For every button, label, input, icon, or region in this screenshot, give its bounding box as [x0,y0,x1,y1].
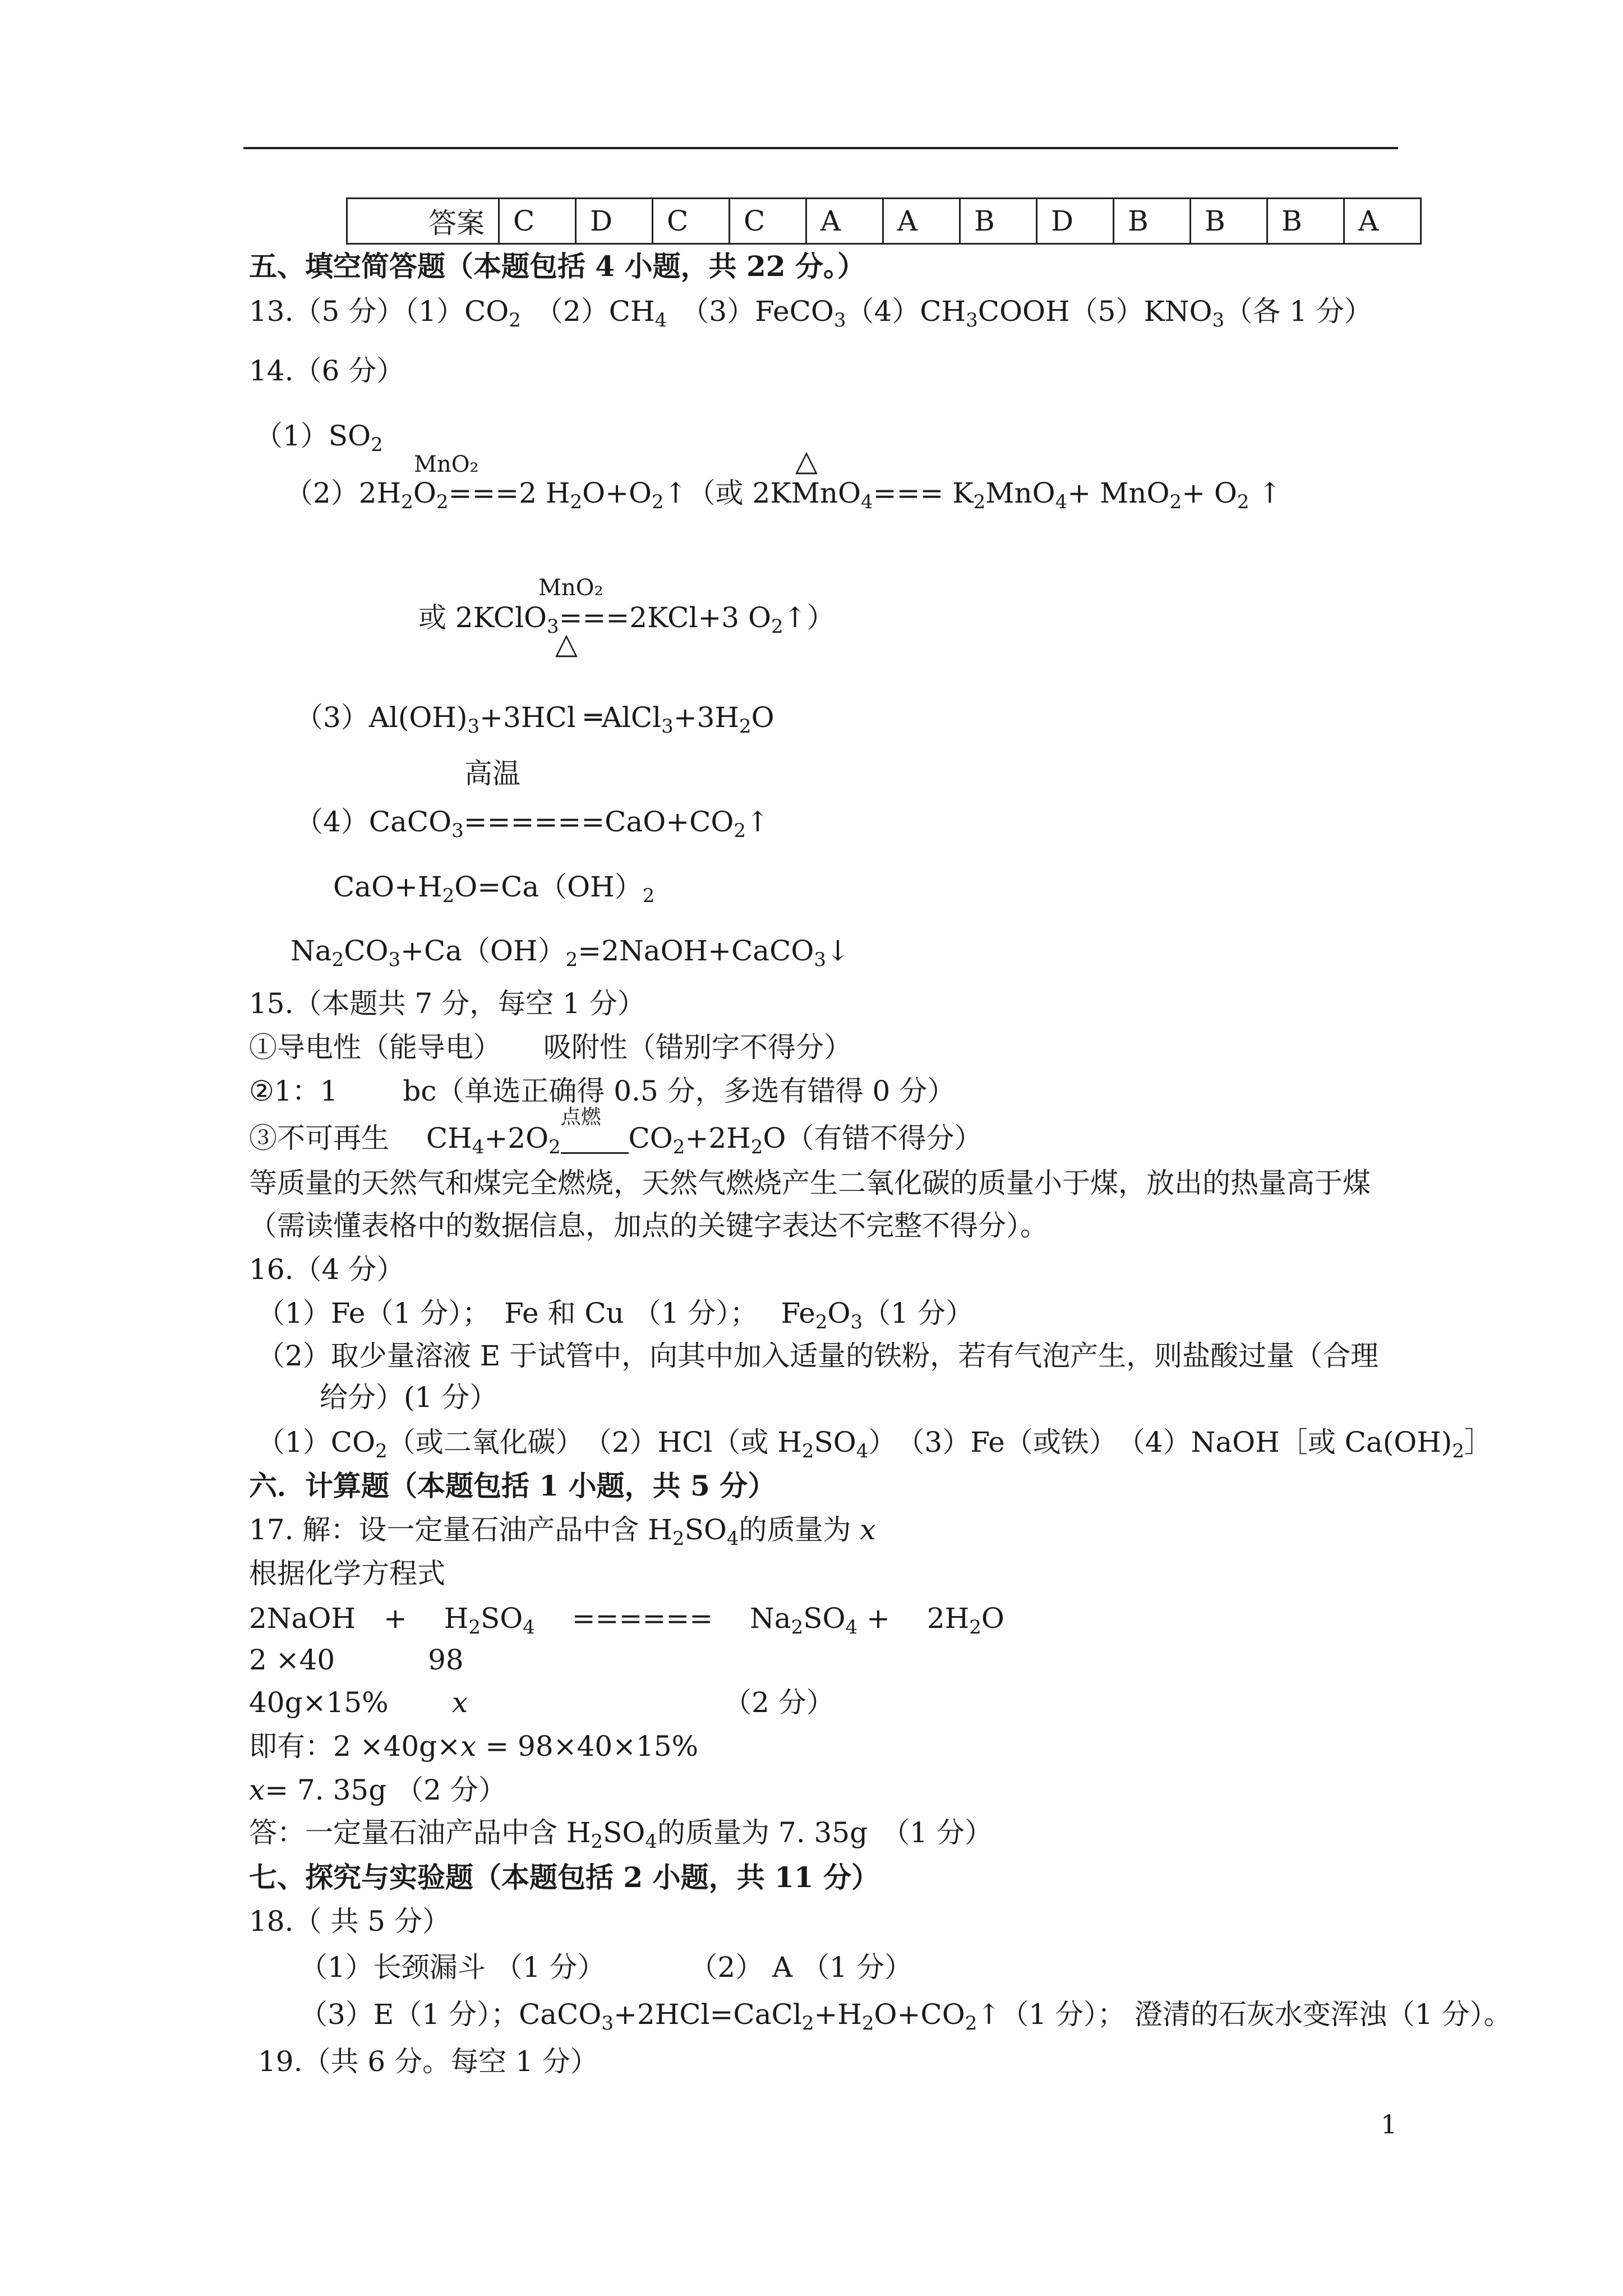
q14-line-7: $Na_2CO_3+Ca(OH)_2=2NaOH+CaCO_3↓$ [291,935,850,971]
q13-line: 13.（5 分）$(1)CO_2$ $(2)CH_4$ $(3)FeCO_3(4)CH_3COOH(5)KNO_3$（各 1 分） [249,295,1372,332]
q18-line-2: （3）E（1 分）；$CaCO_3+2HCl=CaCl_2+H_2O+CO_2↑(1$ 分）； 澄清的石灰水变浑浊（1 分）。 [299,1998,1512,2035]
heat-symbol: △ [795,444,818,478]
q16-line-4: $(1)CO_2$（或二氧化碳） （2）HCl（或 $H_2SO_4$） （3）Fe（或铁） （4）NaOH［或 $Ca(OH)_2]$ [257,1426,1492,1462]
answer-cell: C [730,199,806,244]
section7-title: 七、探究与实验题（本题包括 2 小题，共 11 分） [249,1861,879,1894]
answer-cell: D [576,199,653,244]
q17-line-2: 根据化学方程式 [249,1557,445,1590]
section6-title: 六．计算题（本题包括 1 小题，共 5 分） [249,1469,776,1502]
answer-cell: B [1191,199,1267,244]
catalyst-label: MnO₂ [538,575,603,601]
q16-title: 16.（4 分） [249,1253,405,1286]
q18-title: 18.（ 共 5 分） [249,1905,451,1938]
answer-cell: B [1114,199,1191,244]
answer-cell: B [960,199,1037,244]
q17-line-5: 40g×15% [249,1686,389,1719]
q15-title: 15.（本题共 7 分，每空 1 分） [249,987,645,1020]
heat-symbol: △ [555,627,578,661]
answer-cell: B [1267,199,1344,244]
section5-title: 五、填空简答题（本题包括 4 小题，共 22 分。） [249,250,865,283]
page-number: 1 [1381,2109,1398,2139]
answer-cell: A [806,199,883,244]
q18-line-1: （1）长颈漏斗 （1 分） （2） A （1 分） [299,1951,912,1984]
q14-line-4: $(3)Al(OH)_3+3HCl$ $═AlCl_3+3H_2O$ [295,701,774,738]
answer-cell: A [883,199,960,244]
q16-line-1: （1）Fe（1 分）； Fe 和 Cu （1 分）； $Fe_2O_3(1$ 分） [257,1297,974,1333]
q15-line-4: 等质量的天然气和煤完全燃烧，天然气燃烧产生二氧化碳的质量小于煤，放出的热量高于煤 [249,1167,1371,1199]
q16-line-3: 给分）(1 分） [320,1381,498,1414]
q14-line-5: $(4)CaCO_3======CaO+CO_2↑$ [295,806,769,842]
q14-line-3: 或 2KClO$_3$===2KCl+3 $O_2↑$） [418,601,835,638]
q17-equation: 2NaOH + $H_2SO_4$ ====== $Na_2SO_4$ + $2H_2O$ [249,1602,1004,1639]
q17-line-1: 17. 解：设一定量石油产品中含 $H_2SO_4$的质量为 x [249,1513,876,1550]
answer-cell: D [1037,199,1114,244]
answer-row [347,199,1421,244]
q15-line-3: ③不可再生 $CH_4+2O_2$ 点燃 $CO_2+2H_2O$（有错不得分） [249,1106,983,1158]
q17-line-7: x= 7. 35g （2 分） [249,1774,506,1806]
q14-title: 14.（6 分） [249,355,405,387]
answer-cell: A [1344,199,1421,244]
answer-head: 答案 [347,199,499,244]
high-temp-label: 高温 [464,757,520,790]
q16-line-2: （2）取少量溶液 E 于试管中，向其中加入适量的铁粉，若有气泡产生，则盐酸过量（合理 [257,1340,1379,1372]
q19-title: 19.（共 6 分。每空 1 分） [258,2045,598,2078]
catalyst-label: MnO₂ [414,452,479,477]
answer-table [346,197,1422,245]
answer-cell: C [499,199,576,244]
q15-line-1: ①导电性（能导电） 吸附性（错别字不得分） [249,1031,852,1064]
answer-cell: C [653,199,730,244]
q17-var: x [452,1686,468,1719]
q17-line-4: 2 ×40 98 [249,1644,464,1676]
q14-line-2: $(2)2H_2O_2===2$ $H_2O+O_2↑$（或 2KMnO$_4$=== $K_2MnO_4+ MnO_2+ O_2$ ↑ [285,477,1282,513]
q15-line-5: （需读懂表格中的数据信息，加点的关键字表达不完整不得分）。 [249,1209,1048,1242]
q17-answer: 答：一定量石油产品中含 $H_2SO_4$的质量为 7. 35g （1 分） [249,1816,993,1853]
header-rule [243,147,1398,149]
q14-line-1: $(1)SO_2$ [255,420,383,456]
q17-line-6: 即有：2 ×40g×x = 98×40×15% [249,1730,699,1763]
q14-line-6: $CaO+H_2O=Ca(OH)_2$ [333,871,655,907]
q17-score: （2 分） [723,1686,834,1719]
q15-line-2: ②1：1 bc（单选正确得 0.5 分，多选有错得 0 分） [249,1075,956,1107]
